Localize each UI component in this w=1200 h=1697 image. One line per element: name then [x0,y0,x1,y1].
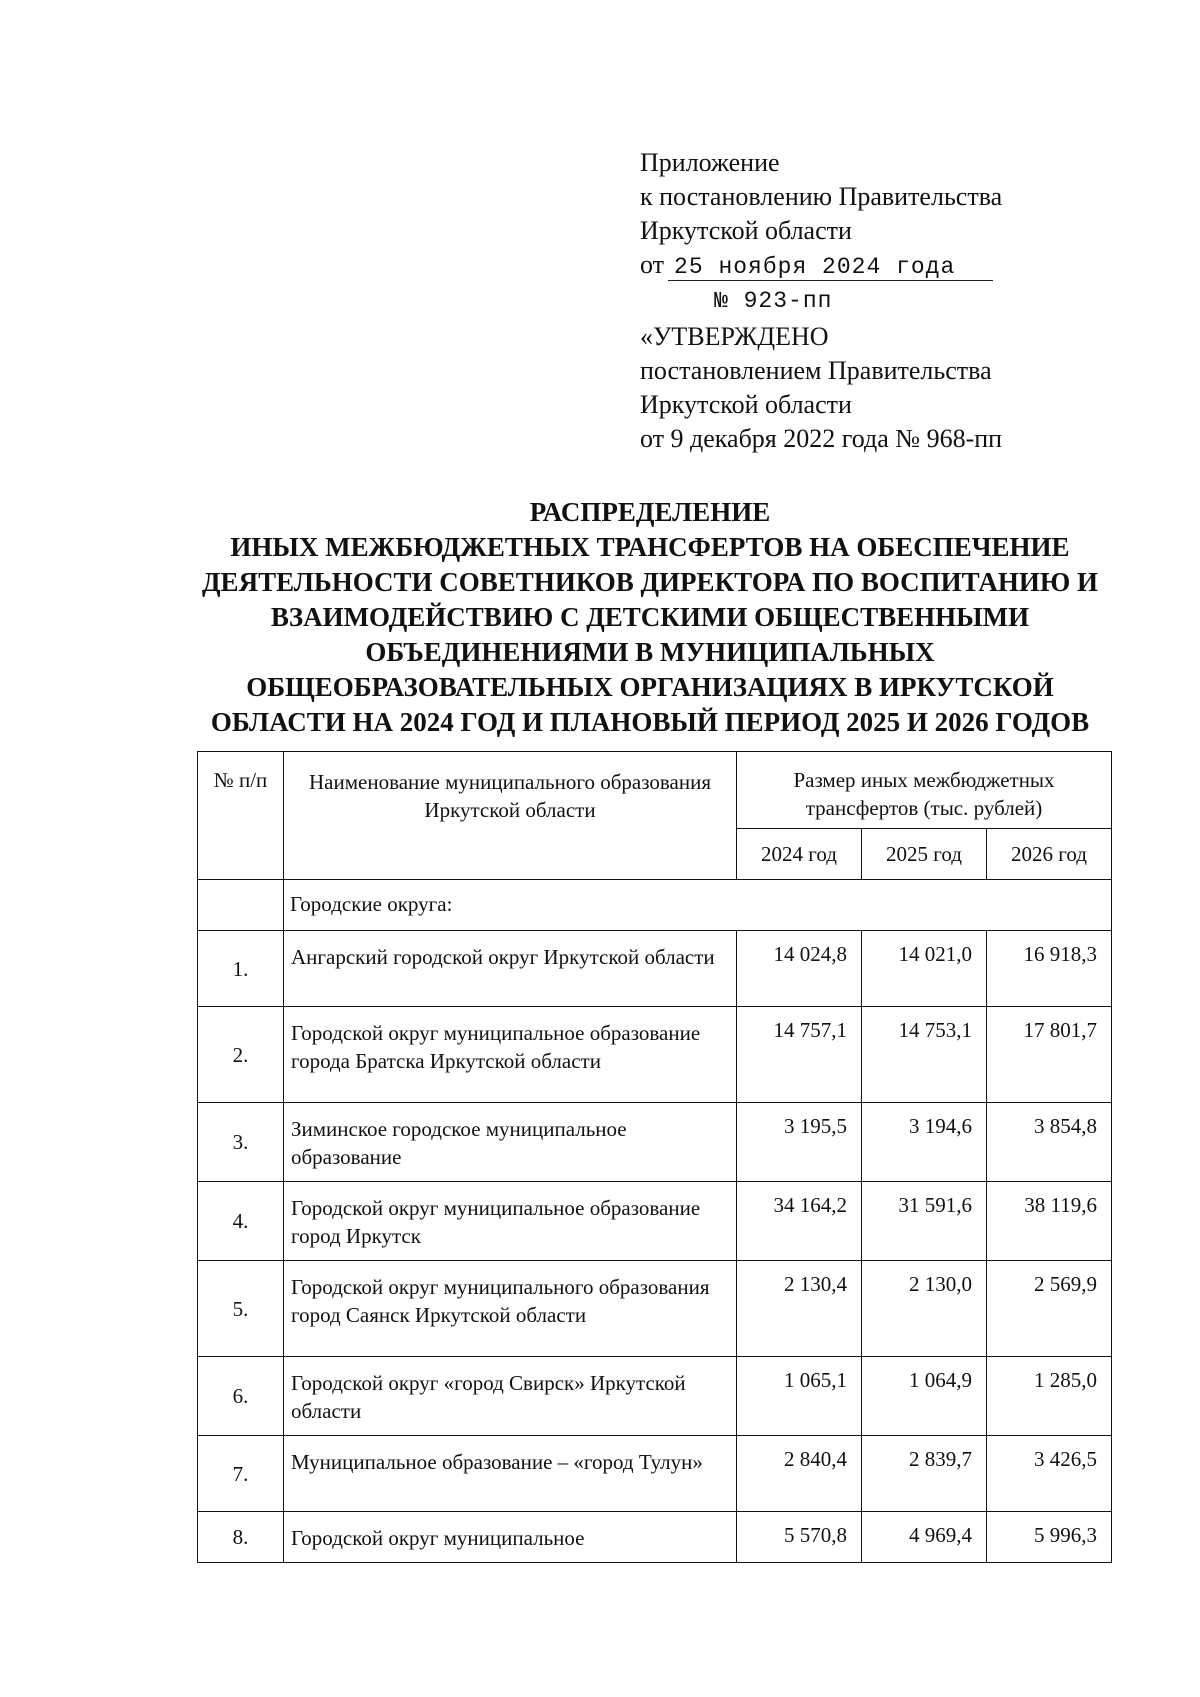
row-value-2024: 14 024,8 [737,931,862,1007]
row-value-2024: 2 840,4 [737,1436,862,1512]
decree-number: № 923-пп [714,288,833,314]
title-line: ИНЫХ МЕЖБЮДЖЕТНЫХ ТРАНСФЕРТОВ НА ОБЕСПЕЧЕНИЕ [230,532,1070,562]
row-value-2026: 5 996,3 [987,1512,1112,1563]
row-value-2025: 1 064,9 [862,1357,987,1436]
title-line: ОБЪЕДИНЕНИЯМИ В МУНИЦИПАЛЬНЫХ [365,637,935,667]
row-value-2026: 17 801,7 [987,1007,1112,1103]
decree-date: 25 ноября 2024 года [668,254,993,281]
row-name: Ангарский городской округ Иркутской области [284,931,737,1007]
row-value-2025: 4 969,4 [862,1512,987,1563]
table-header-row [198,752,1112,829]
row-value-2026: 2 569,9 [987,1261,1112,1357]
row-value-2024: 1 065,1 [737,1357,862,1436]
appendix-line: Иркутской области [640,216,852,245]
table-row [198,1182,1112,1261]
table-body [198,931,1112,1563]
header-year-2025: 2025 год [862,829,987,880]
table-row [198,1007,1112,1103]
header-year-2026: 2026 год [987,829,1112,880]
row-num: 2. [198,1007,284,1103]
header-year-2024: 2024 год [737,829,862,880]
row-name: Муниципальное образование – «город Тулун» [284,1436,737,1512]
table-row [198,1261,1112,1357]
title-line: ОБЛАСТИ НА 2024 ГОД И ПЛАНОВЫЙ ПЕРИОД 2025 И 2026 ГОДОВ [210,707,1090,737]
row-name: Городской округ муниципального образования город Саянск Иркутской области [284,1261,737,1357]
row-name: Городской округ «город Свирск» Иркутской области [284,1357,737,1436]
row-num: 1. [198,931,284,1007]
from-label: от [640,250,665,279]
approved-line: постановлением Правительства [640,356,992,385]
row-value-2026: 3 426,5 [987,1436,1112,1512]
row-value-2025: 2 839,7 [862,1436,987,1512]
row-name: Городской округ муниципальное образование город Иркутск [284,1182,737,1261]
table-row [198,1357,1112,1436]
row-value-2024: 34 164,2 [737,1182,862,1261]
table-row [198,1103,1112,1182]
row-num: 8. [198,1512,284,1563]
appendix-block [640,146,1002,456]
row-name: Зиминское городское муниципальное образование [284,1103,737,1182]
row-value-2025: 14 021,0 [862,931,987,1007]
row-name: Городской округ муниципальное образование города Братска Иркутской области [284,1007,737,1103]
row-value-2024: 14 757,1 [737,1007,862,1103]
row-value-2026: 38 119,6 [987,1182,1112,1261]
row-value-2026: 16 918,3 [987,931,1112,1007]
row-value-2024: 2 130,4 [737,1261,862,1357]
title-line: ОБЩЕОБРАЗОВАТЕЛЬНЫХ ОРГАНИЗАЦИЯХ В ИРКУТСКОЙ [246,672,1054,702]
approved-line: «УТВЕРЖДЕНО [640,322,829,351]
row-value-2024: 3 195,5 [737,1103,862,1182]
appendix-line: Приложение [640,148,780,177]
row-name: Городской округ муниципальное [284,1512,737,1563]
row-value-2025: 31 591,6 [862,1182,987,1261]
title-line: ДЕЯТЕЛЬНОСТИ СОВЕТНИКОВ ДИРЕКТОРА ПО ВОСПИТАНИЮ И [201,567,1098,597]
title-line: РАСПРЕДЕЛЕНИЕ [529,497,771,527]
table-row [198,1436,1112,1512]
section-label: Городские округа: [284,880,1112,931]
distribution-table [197,751,1112,1563]
row-value-2025: 3 194,6 [862,1103,987,1182]
row-num: 5. [198,1261,284,1357]
header-name: Наименование муниципального образования Иркутской области [284,752,737,880]
row-num: 6. [198,1357,284,1436]
table-row [198,931,1112,1007]
header-size: Размер иных межбюджетных трансфертов (тыс. рублей) [737,752,1112,829]
appendix-line: к постановлению Правительства [640,182,1003,211]
row-value-2025: 2 130,0 [862,1261,987,1357]
section-row [198,880,1112,931]
appendix-date-row [640,248,1002,282]
approved-line: Иркутской области [640,390,852,419]
header-num: № п/п [198,752,284,880]
row-num: 4. [198,1182,284,1261]
row-num: 7. [198,1436,284,1512]
row-value-2026: 1 285,0 [987,1357,1112,1436]
title-line: ВЗАИМОДЕЙСТВИЮ С ДЕТСКИМИ ОБЩЕСТВЕННЫМИ [270,602,1030,632]
row-value-2025: 14 753,1 [862,1007,987,1103]
row-num: 3. [198,1103,284,1182]
row-value-2024: 5 570,8 [737,1512,862,1563]
row-value-2026: 3 854,8 [987,1103,1112,1182]
approved-line: от 9 декабря 2022 года № 968-пп [640,424,1003,453]
table-row [198,1512,1112,1563]
document-title [150,495,1150,740]
section-num-cell [198,880,284,931]
